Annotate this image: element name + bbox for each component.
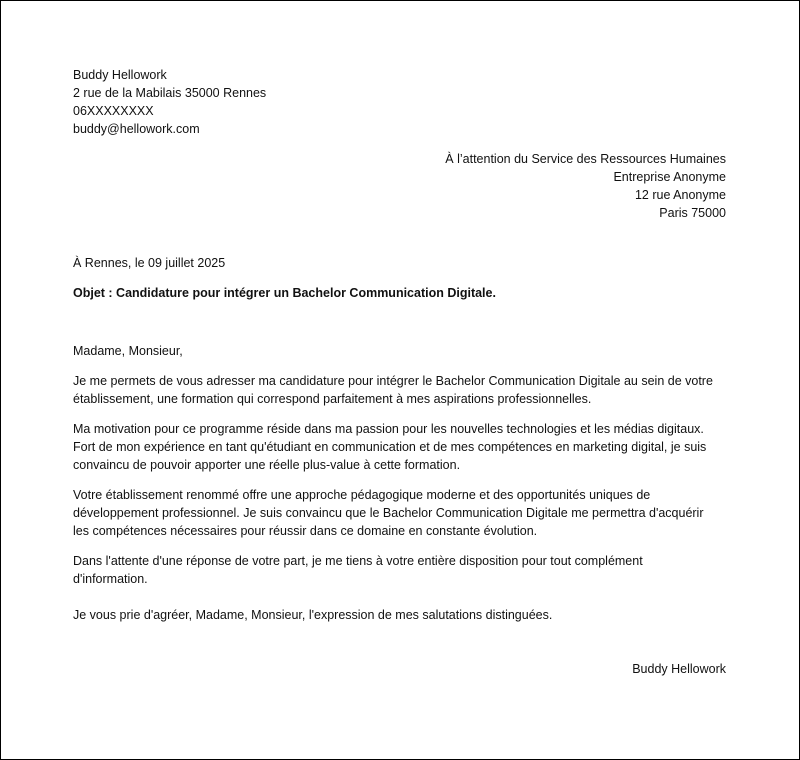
- paragraph-line: Fort de mon expérience en tant qu'étudiant en communication et de mes compétences en marketing digital, je suis: [73, 440, 707, 454]
- sender-block: [73, 66, 726, 138]
- paragraph: [73, 372, 726, 408]
- sender-phone: 06XXXXXXXX: [73, 104, 154, 118]
- salutation: Madame, Monsieur,: [73, 344, 183, 358]
- letter-body: [73, 66, 726, 678]
- sender-email: buddy@hellowork.com: [73, 122, 200, 136]
- paragraph-line: d'information.: [73, 572, 148, 586]
- paragraph: [73, 420, 726, 474]
- recipient-city: Paris 75000: [659, 206, 726, 220]
- sender-address: 2 rue de la Mabilais 35000 Rennes: [73, 86, 267, 100]
- paragraph-line: Ma motivation pour ce programme réside dans ma passion pour les nouvelles technologies et les médias digitaux.: [73, 422, 704, 436]
- paragraph-line: développement professionnel. Je suis convaincu que le Bachelor Communication Digitale me permettra d'acquérir: [73, 506, 704, 520]
- paragraph-line: établissement, une formation qui correspond parfaitement à mes aspirations professionnelles.: [73, 392, 592, 406]
- paragraph-line: Je me permets de vous adresser ma candidature pour intégrer le Bachelor Communication Digitale au sein de votre: [73, 374, 713, 388]
- sender-name: Buddy Hellowork: [73, 68, 167, 82]
- closing-formula: Je vous prie d'agréer, Madame, Monsieur, l'expression de mes salutations distinguées.: [73, 608, 553, 622]
- paragraph-line: les compétences nécessaires pour réussir dans ce domaine en constante évolution.: [73, 524, 538, 538]
- paragraph-line: Votre établissement renommé offre une approche pédagogique moderne et des opportunités uniques de: [73, 488, 651, 502]
- subject-line: Objet : Candidature pour intégrer un Bachelor Communication Digitale.: [73, 286, 496, 300]
- paragraph: [73, 552, 726, 588]
- signature: Buddy Hellowork: [632, 662, 726, 676]
- recipient-attention: À l’attention du Service des Ressources Humaines: [445, 152, 726, 166]
- recipient-company: Entreprise Anonyme: [613, 170, 726, 184]
- paragraph-line: Dans l'attente d'une réponse de votre part, je me tiens à votre entière disposition pour tout complément: [73, 554, 643, 568]
- paragraph: [73, 486, 726, 540]
- date-line: À Rennes, le 09 juillet 2025: [73, 256, 226, 270]
- paragraph-line: convaincu de pouvoir apporter une réelle plus-value à cette formation.: [73, 458, 461, 472]
- recipient-street: 12 rue Anonyme: [634, 188, 726, 202]
- recipient-block: [73, 150, 726, 222]
